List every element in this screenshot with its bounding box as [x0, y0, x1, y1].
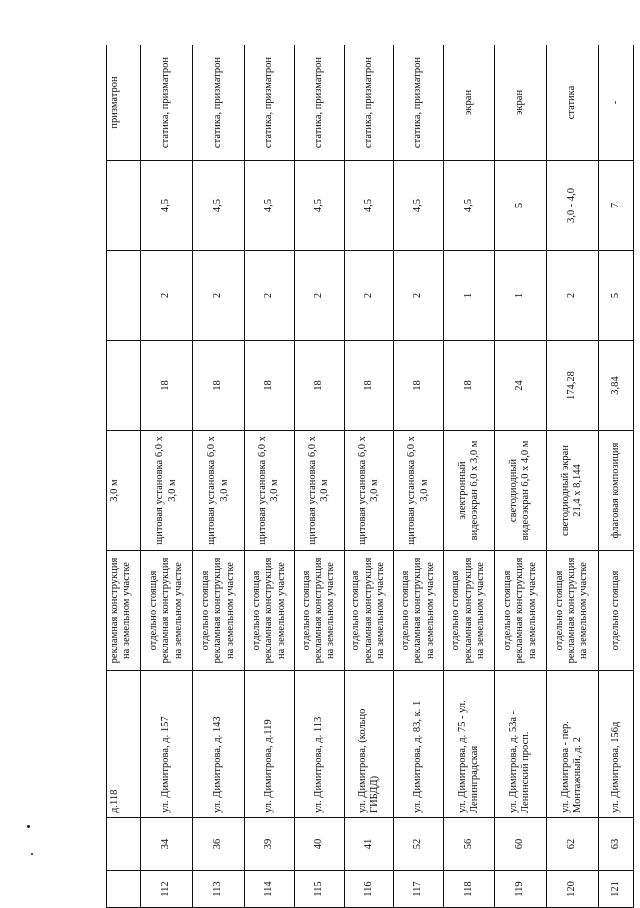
cell-area: 174,28: [546, 341, 598, 431]
cell-area: 18: [394, 341, 444, 431]
cell-object-number: 41: [344, 818, 394, 871]
cell-object-number: 52: [394, 818, 444, 871]
cell-area: 3,84: [598, 341, 633, 431]
cell-height: 4,5: [193, 161, 245, 251]
cell-sides: 5: [598, 251, 633, 341]
cell-object-number: 36: [193, 818, 245, 871]
cell-address: ул. Димитрова, д. 157: [141, 671, 193, 818]
rotated-table-container: [106, 45, 634, 908]
cell-structure-type: отдельно стоящая рекламная конструкция на земельном участке: [294, 551, 344, 671]
cell-technology: статика, призматрон: [141, 45, 193, 161]
cell-address: ул. Димитрова, 156д: [598, 671, 633, 818]
cell-area: [107, 341, 141, 431]
cell-address: ул. Димитрова, д. 53а - Ленинский просп.: [494, 671, 546, 818]
cell-object-number: 56: [444, 818, 495, 871]
cell-sides: 2: [244, 251, 294, 341]
cell-area: 18: [294, 341, 344, 431]
cell-object-number: 60: [494, 818, 546, 871]
cell-structure-kind: электронный видеоэкран 6,0 х 3,0 м: [444, 431, 495, 551]
cell-object-number: 40: [294, 818, 344, 871]
cell-structure-kind: щитовая установка 6,0 х 3,0 м: [344, 431, 394, 551]
cell-address: ул. Димитрова, (кольцо ГИБДД): [344, 671, 394, 818]
cell-structure-type: отдельно стоящая рекламная конструкция на земельном участке: [546, 551, 598, 671]
cell-sides: 2: [394, 251, 444, 341]
cell-sides: 1: [444, 251, 495, 341]
advertising-structures-table: [106, 45, 634, 908]
cell-row-number: 113: [193, 871, 245, 908]
cell-technology: статика, призматрон: [394, 45, 444, 161]
cell-structure-type: отдельно стоящая рекламная конструкция на земельном участке: [344, 551, 394, 671]
cell-technology: экран: [494, 45, 546, 161]
scan-dot: [27, 825, 30, 828]
cell-address: ул. Димитрова, д.119: [244, 671, 294, 818]
table-row: [598, 45, 633, 908]
cell-sides: [107, 251, 141, 341]
table-row-continuation: [107, 45, 141, 908]
cell-object-number: 39: [244, 818, 294, 871]
cell-row-number: 116: [344, 871, 394, 908]
cell-row-number: 115: [294, 871, 344, 908]
cell-address: д.118: [107, 671, 141, 818]
cell-sides: 2: [294, 251, 344, 341]
cell-row-number: 114: [244, 871, 294, 908]
cell-technology: призматрон: [107, 45, 141, 161]
cell-address: ул. Димитрова, д. 143: [193, 671, 245, 818]
cell-row-number: 118: [444, 871, 495, 908]
cell-area: 18: [244, 341, 294, 431]
cell-object-number: 62: [546, 818, 598, 871]
cell-area: 24: [494, 341, 546, 431]
cell-sides: 1: [494, 251, 546, 341]
cell-sides: 2: [344, 251, 394, 341]
table-row: [444, 45, 495, 908]
cell-technology: статика, призматрон: [193, 45, 245, 161]
cell-sides: 2: [193, 251, 245, 341]
cell-address: ул. Димитрова - пер. Монтажный, д. 2: [546, 671, 598, 818]
cell-height: 4,5: [344, 161, 394, 251]
table-row: [344, 45, 394, 908]
cell-technology: статика, призматрон: [244, 45, 294, 161]
cell-row-number: 120: [546, 871, 598, 908]
cell-area: 18: [444, 341, 495, 431]
table-row: [494, 45, 546, 908]
cell-structure-kind: щитовая установка 6,0 х 3,0 м: [244, 431, 294, 551]
cell-structure-kind: щитовая установка 6,0 х 3,0 м: [141, 431, 193, 551]
cell-sides: 2: [546, 251, 598, 341]
table-row: [294, 45, 344, 908]
cell-height: [107, 161, 141, 251]
cell-row-number: [107, 871, 141, 908]
cell-structure-type: отдельно стоящая рекламная конструкция на земельном участке: [193, 551, 245, 671]
cell-height: 4,5: [444, 161, 495, 251]
cell-structure-type: отдельно стоящая рекламная конструкция на земельном участке: [494, 551, 546, 671]
cell-object-number: 34: [141, 818, 193, 871]
cell-height: 4,5: [394, 161, 444, 251]
cell-height: 5: [494, 161, 546, 251]
cell-area: 18: [193, 341, 245, 431]
cell-object-number: 63: [598, 818, 633, 871]
cell-row-number: 112: [141, 871, 193, 908]
cell-row-number: 117: [394, 871, 444, 908]
cell-structure-kind: флаговая композиция: [598, 431, 633, 551]
cell-structure-kind: щитовая установка 6,0 х 3,0 м: [193, 431, 245, 551]
cell-structure-kind: светодиодный видеоэкран 6,0 х 4,0 м: [494, 431, 546, 551]
cell-address: ул. Димитрова, д. 83, к. 1: [394, 671, 444, 818]
cell-structure-type: отдельно стоящая рекламная конструкция на земельном участке: [444, 551, 495, 671]
cell-address: ул. Димитрова, д. 113: [294, 671, 344, 818]
table-row: [546, 45, 598, 908]
cell-technology: статика, призматрон: [344, 45, 394, 161]
table-row: [244, 45, 294, 908]
cell-area: 18: [141, 341, 193, 431]
cell-structure-kind: светодиодный экран 21,4 х 8,144: [546, 431, 598, 551]
cell-technology: -: [598, 45, 633, 161]
cell-structure-kind: щитовая установка 6,0 х 3,0 м: [394, 431, 444, 551]
cell-structure-type: рекламная конструкция на земельном участке: [107, 551, 141, 671]
cell-height: 4,5: [244, 161, 294, 251]
cell-height: 7: [598, 161, 633, 251]
table-row: [193, 45, 245, 908]
cell-structure-type: отдельно стоящая: [598, 551, 633, 671]
cell-technology: экран: [444, 45, 495, 161]
table-row: [141, 45, 193, 908]
cell-height: 4,5: [141, 161, 193, 251]
cell-object-number: [107, 818, 141, 871]
cell-sides: 2: [141, 251, 193, 341]
cell-structure-type: отдельно стоящая рекламная конструкция на земельном участке: [244, 551, 294, 671]
cell-structure-kind: 3,0 м: [107, 431, 141, 551]
cell-technology: статика: [546, 45, 598, 161]
cell-row-number: 119: [494, 871, 546, 908]
cell-technology: статика, призматрон: [294, 45, 344, 161]
document-page: [106, 45, 634, 908]
cell-height: 3,0 - 4,0: [546, 161, 598, 251]
cell-structure-type: отдельно стоящая рекламная конструкция на земельном участке: [141, 551, 193, 671]
cell-structure-kind: щитовая установка 6,0 х 3,0 м: [294, 431, 344, 551]
cell-row-number: 121: [598, 871, 633, 908]
cell-area: 18: [344, 341, 394, 431]
table-row: [394, 45, 444, 908]
cell-height: 4,5: [294, 161, 344, 251]
cell-structure-type: отдельно стоящая рекламная конструкция на земельном участке: [394, 551, 444, 671]
scan-dot: [31, 853, 33, 855]
cell-address: ул. Димитрова, д. 75 - ул. Ленинградская: [444, 671, 495, 818]
